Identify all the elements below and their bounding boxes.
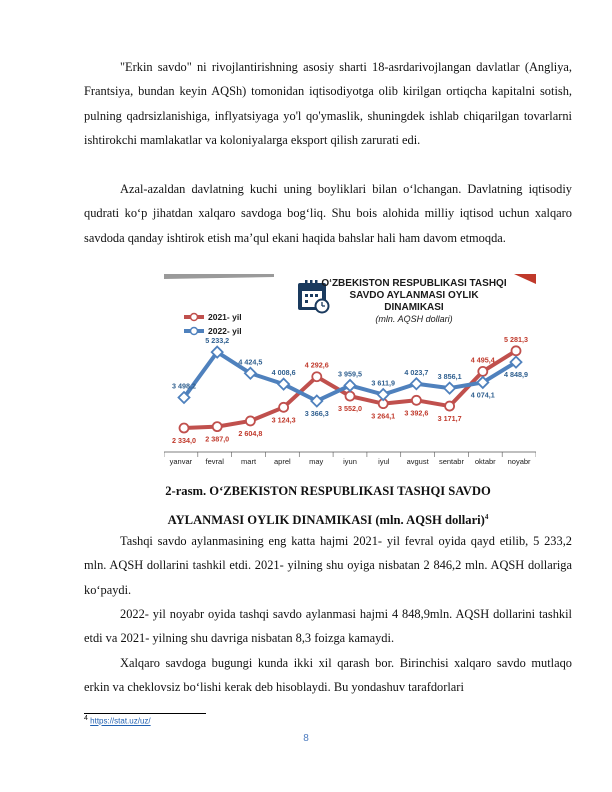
legend-label-2021: 2021- yil bbox=[208, 312, 242, 322]
legend-label-2022: 2022- yil bbox=[208, 326, 242, 336]
data-label-2022-aprel: 4 008,6 bbox=[271, 368, 296, 378]
data-label-2021-iyun: 3 552,0 bbox=[338, 404, 362, 414]
x-tick-label-iyun: iyun bbox=[343, 457, 357, 466]
trade-chart-svg bbox=[164, 270, 536, 470]
page-number: 8 bbox=[303, 733, 309, 744]
x-tick-label-oktabr: oktabr bbox=[474, 457, 496, 466]
point-2021-yanvar bbox=[180, 424, 189, 433]
data-label-2021-iyul: 3 264,1 bbox=[371, 411, 396, 421]
chart-title-line-2: SAVDO AYLANMASI OYLIK bbox=[349, 290, 479, 301]
data-label-2021-may: 4 292,6 bbox=[304, 360, 329, 370]
point-2021-oktabr bbox=[478, 367, 487, 376]
point-2021-fevral bbox=[213, 422, 222, 431]
data-label-2022-iyun: 3 959,5 bbox=[338, 369, 362, 379]
point-2021-aprel bbox=[279, 403, 288, 412]
paragraph-noyabr: 2022- yil noyabr oyida tashqi savdo aylanmasi hajmi 4 848,9mln. AQSH dollarini tashkil etdi va 2021- yilning shu davriga nisbatan 8,3 foizga kamaydi. bbox=[84, 607, 572, 646]
data-label-2022-avgust: 4 023,7 bbox=[404, 367, 429, 377]
chart-title-line-1: O‘ZBEKISTON RESPUBLIKASI TASHQI bbox=[321, 278, 507, 289]
footnote bbox=[84, 715, 151, 726]
trade-chart bbox=[164, 270, 536, 470]
data-label-2022-yanvar: 3 498,2 bbox=[172, 381, 196, 391]
caption-line-2-text: AYLANMASI OYLIK DINAMIKASI (mln. AQSH dollari) bbox=[167, 513, 485, 528]
banner-grey-left bbox=[164, 274, 274, 279]
data-label-2022-sentabr: 3 856,1 bbox=[437, 372, 462, 382]
x-tick-label-mart: mart bbox=[241, 457, 257, 466]
x-axis bbox=[164, 452, 536, 466]
chart-title-line-3: DINAMIKASI bbox=[384, 302, 444, 313]
paragraph-erkin-savdo: "Erkin savdo" ni rivojlantirishning asosiy sharti 18-asrdarivojlangan davlatlar (Angliya, Frantsiya, bundan keyin AQSh) tomonidan iqtisodiyotga olib kirilgan ortiqcha kapitalni sotish, pulning qadrsizlanishiga, inflyatsiyaga yo'l qo'ymaslik, shuningdek ishlab chiqarilgan tovarlarni ishtirokchi mamlakatlar va koloniyalarga eksport qilish zarurati edi. bbox=[84, 60, 572, 147]
paragraph-xalqaro-savdo: Xalqaro savdoga bugungi kunda ikki xil qarash bor. Birinchisi xalqaro savdo mutlaqo erkin va cheklovsiz bo‘lishi kerak deb hisoblaydi. Bu yondashuv tarafdorlari bbox=[84, 656, 572, 695]
x-tick-label-sentabr: sentabr bbox=[438, 457, 464, 466]
point-2022-iyul bbox=[378, 389, 389, 400]
paragraph-eng-katta-hajm: Tashqi savdo aylanmasining eng katta hajmi 2021- yil fevral oyida qayd etilib, 5 233,2 mln. AQSH dollarini tashkil etdi. 2021- yilning shu oyiga nisbatan 2 846,2 mln. AQSH dollariga ko‘paydi. bbox=[84, 534, 572, 597]
data-label-2022-mart: 4 424,5 bbox=[238, 357, 263, 367]
data-label-2022-oktabr: 4 074,1 bbox=[470, 390, 495, 400]
data-label-2021-mart: 2 604,8 bbox=[238, 428, 263, 438]
caption-footnote-ref: 4 bbox=[484, 513, 489, 521]
point-2021-noyabr bbox=[512, 346, 521, 355]
footnote-link[interactable]: https://stat.uz/uz/ bbox=[90, 716, 151, 726]
data-label-2021-fevral: 2 387,0 bbox=[205, 434, 230, 444]
data-label-2021-noyabr: 5 281,3 bbox=[504, 334, 528, 344]
plot-area bbox=[172, 335, 528, 445]
point-2022-sentabr bbox=[444, 383, 455, 394]
data-label-2021-yanvar: 2 334,0 bbox=[172, 436, 196, 446]
point-2021-iyun bbox=[346, 392, 355, 401]
point-2021-sentabr bbox=[445, 402, 454, 411]
footnote-number: 4 bbox=[84, 715, 88, 722]
data-label-2021-oktabr: 4 495,4 bbox=[470, 355, 495, 365]
figure-caption-line-1: 2-rasm. O‘ZBEKISTON RESPUBLIKASI TASHQI SAVDO bbox=[165, 484, 491, 498]
x-tick-label-iyul: iyul bbox=[378, 457, 390, 466]
x-tick-label-noyabr: noyabr bbox=[507, 457, 531, 466]
point-2021-avgust bbox=[412, 396, 421, 405]
footnote-divider bbox=[84, 713, 206, 714]
x-tick-label-fevral: fevral bbox=[205, 457, 224, 466]
x-tick-label-may: may bbox=[309, 457, 324, 466]
data-label-2021-avgust: 3 392,6 bbox=[404, 408, 429, 418]
x-tick-label-avgust: avgust bbox=[406, 457, 429, 466]
x-tick-label-yanvar: yanvar bbox=[169, 457, 193, 466]
point-2021-may bbox=[312, 372, 321, 381]
point-2022-avgust bbox=[411, 378, 422, 389]
banner-red-right bbox=[514, 274, 536, 284]
data-label-2022-iyul: 3 611,9 bbox=[371, 378, 395, 388]
data-label-2022-may: 3 366,3 bbox=[304, 408, 329, 418]
legend-marker-2021 bbox=[191, 314, 198, 321]
paragraph-davlat-kuchi: Azal-azaldan davlatning kuchi uning boyliklari bilan o‘lchangan. Davlatning iqtisodiy qudrati ko‘p jihatdan xalqaro savdoga bog‘liq. Shu bois alohida milliy iqtisod uchun xalqaro savdoda qanday ishtirok etish ma’qul ekani haqida bahslar hali ham davom etmoqda. bbox=[84, 182, 572, 245]
data-label-2021-sentabr: 3 171,7 bbox=[437, 414, 462, 424]
x-tick-label-aprel: aprel bbox=[274, 457, 291, 466]
data-label-2022-noyabr: 4 848,9 bbox=[504, 370, 528, 380]
point-2021-mart bbox=[246, 416, 255, 425]
legend-marker-2022 bbox=[191, 328, 198, 335]
figure-caption-line-2 bbox=[84, 507, 572, 530]
legend bbox=[184, 312, 242, 336]
data-label-2022-fevral: 5 233,2 bbox=[205, 336, 230, 346]
data-label-2021-aprel: 3 124,3 bbox=[271, 415, 296, 425]
chart-subtitle: (mln. AQSH dollari) bbox=[375, 314, 453, 324]
